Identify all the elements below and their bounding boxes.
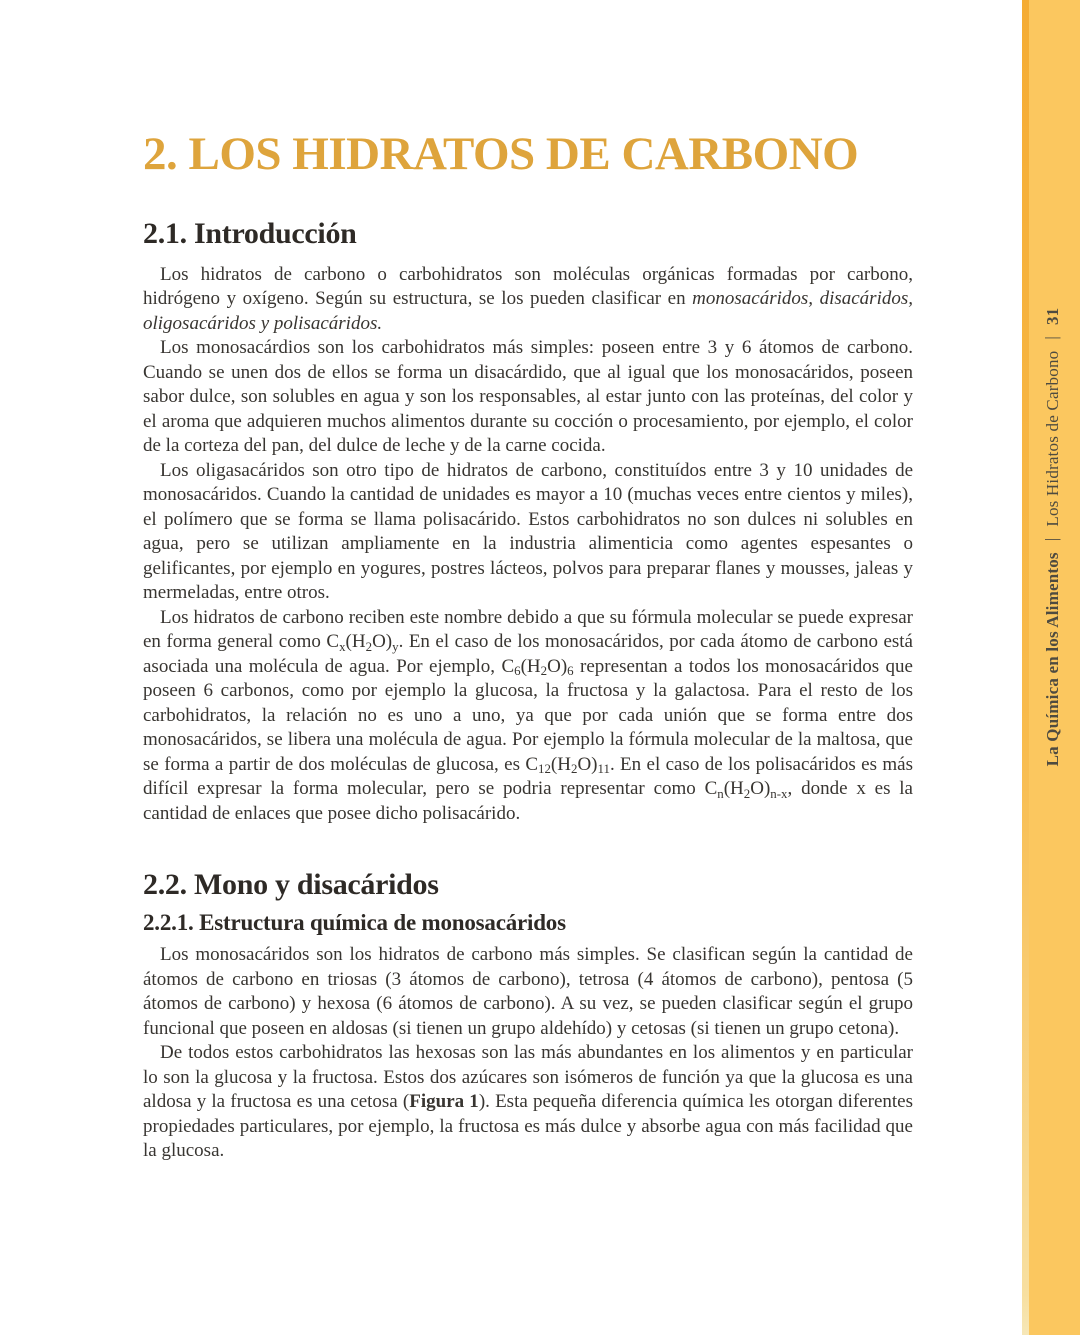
chapter-title: 2. LOS HIDRATOS DE CARBONO (143, 128, 859, 180)
running-header-book-title: La Química en los Alimentos (1043, 552, 1062, 767)
page-content (143, 0, 913, 1164)
running-header-chapter: Los Hidratos de Carbono (1043, 350, 1062, 527)
running-header-separator: | (1042, 537, 1061, 542)
subsection-heading-estructura-quimica: 2.2.1. Estructura química de monosacáridos (143, 909, 566, 935)
section-heading-introduccion: 2.1. Introducción (143, 217, 357, 251)
side-band-edge (1022, 0, 1029, 1335)
paragraph-intro-4: Los hidratos de carbono reciben este nombre debido a que su fórmula molecular se puede expresar en forma general como $C_x(H_2O)_y$. En el caso de los monosacáridos, por cada átomo de carbono está asociada una molécula de agua. Por ejemplo, $C_6(H_2O)_6$ representan a todos los monosacáridos que poseen 6 carbonos, como por ejemplo la glucosa, la fructosa y la galactosa. Para el resto de los carbohidratos, la relación no es uno a uno, ya que por cada unión que se forma entre dos monosacáridos, se libera una molécula de agua. Por ejemplo la fórmula molecular de la maltosa, que se forma a partir de dos moléculas de glucosa, es $C_{12}(H_2O)_{11}$. En el caso de los polisacáridos es más difícil expresar la forma molecular, pero se podria representar como $C_n(H_2O)_{n-x}$, donde x es la cantidad de enlaces que posee dicho polisacárido. (143, 606, 913, 824)
page-number: 31 (1043, 307, 1062, 326)
section-heading-mono-y-disacaridos: 2.2. Mono y disacáridos (143, 868, 439, 902)
running-header (1043, 308, 1063, 767)
paragraph-intro-3: Los oligasacáridos son otro tipo de hidratos de carbono, constituídos entre 3 y 10 unidades de monosacáridos. Cuando la cantidad de unidades es mayor a 10 (muchas veces entre cientos y miles), el polímero que se forma se llama polisacárido. Estos carbohidratos no son dulces ni solubles en agua, pero se utilizan ampliamente en la industria alimenticia como agentes espesantes o gelificantes, por ejemplo en yogures, postres lácteos, polvos para preparar flanes y mousses, jaleas y mermeladas, entre otros. (143, 459, 913, 604)
paragraph-intro-1: Los hidratos de carbono o carbohidratos son moléculas orgánicas formadas por carbono, hidrógeno y oxígeno. Según su estructura, se los pueden clasificar en monosacáridos, disacáridos, oligosacáridos y polisacáridos. (143, 263, 913, 334)
paragraph-mono-2: De todos estos carbohidratos las hexosas son las más abundantes en los alimentos y en particular lo son la glucosa y la fructosa. Estos dos azúcares son isómeros de función ya que la glucosa es una aldosa y la fructosa es una cetosa (Figura 1). Esta pequeña diferencia química les otorgan diferentes propiedades particulares, por ejemplo, la fructosa es más dulce y absorbe agua con más facilidad que la glucosa. (143, 1042, 913, 1162)
paragraph-intro-2: Los monosacárdios son los carbohidratos más simples: poseen entre 3 y 6 átomos de carbono. Cuando se unen dos de ellos se forma un disacárdido, que al igual que los monosacáridos, poseen sabor dulce, son solubles en agua y son los responsables, al estar junto con las proteínas, del color y el aroma que adquieren muchos alimentos durante su cocción o procesamiento, por ejemplo, el color de la corteza del pan, del dulce de leche y de la carne cocida. (143, 337, 913, 457)
paragraph-mono-1: Los monosacáridos son los hidratos de carbono más simples. Se clasifican según la cantidad de átomos de carbono en triosas (3 átomos de carbono), tetrosa (4 átomos de carbono), pentosa (5 átomos de carbono) y hexosa (6 átomos de carbono). A su vez, se pueden clasificar según el grupo funcional que poseen en aldosas (si tienen un grupo aldehído) y cetosas (si tienen un grupo cetona). (143, 944, 913, 1039)
side-band (1022, 0, 1080, 1335)
running-header-separator: | (1042, 336, 1061, 340)
